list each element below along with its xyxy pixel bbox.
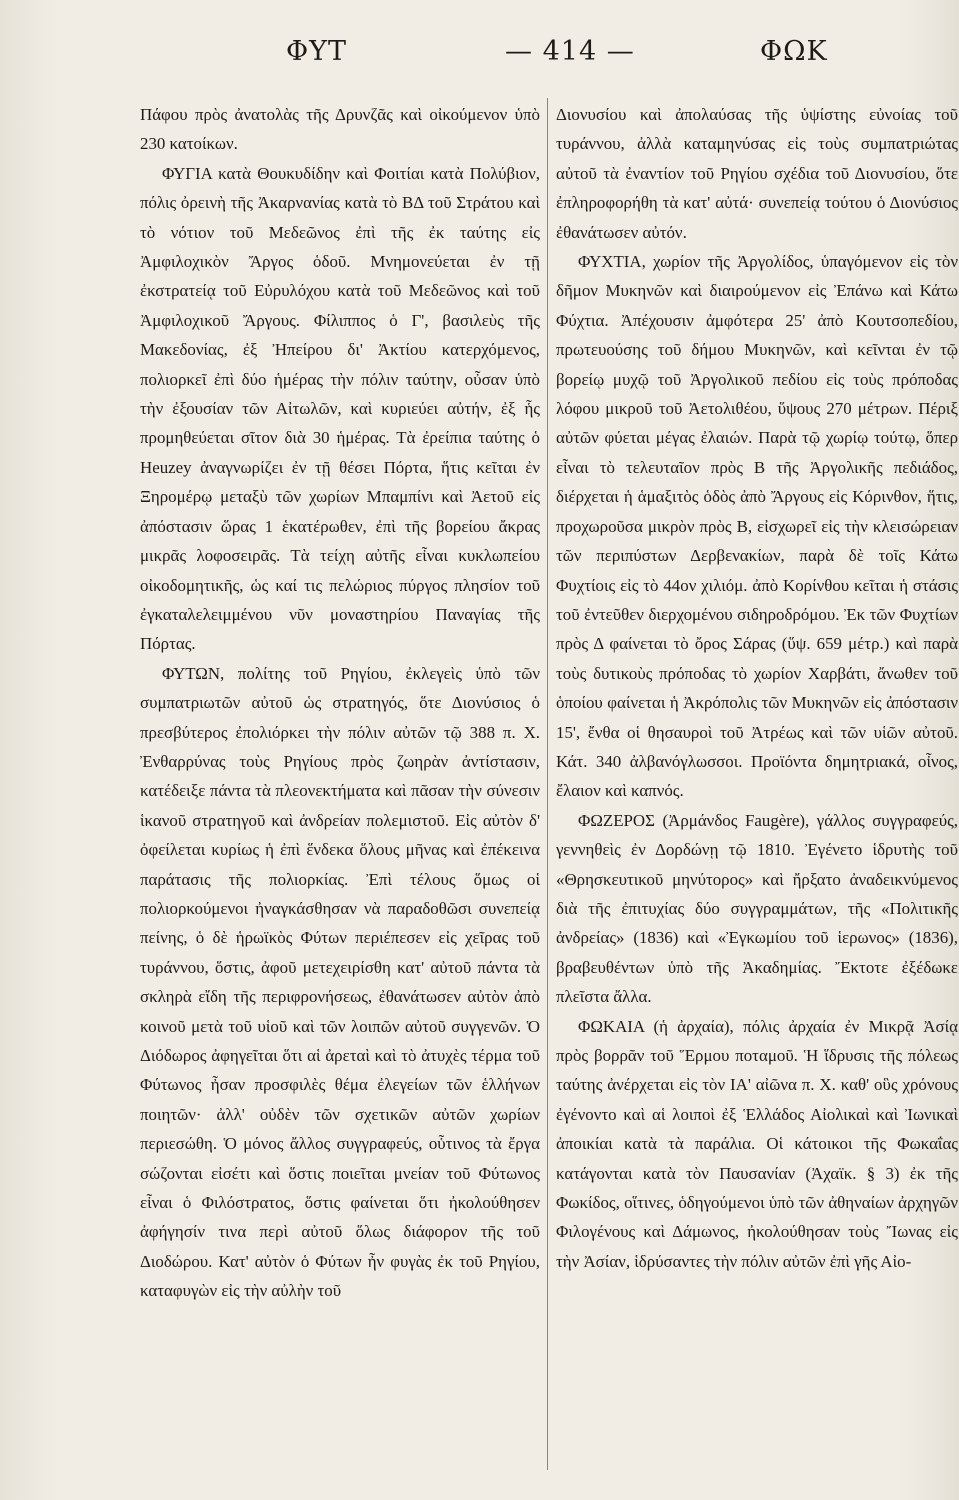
entry-fyton-continuation: Διονυσίου καὶ ἀπολαύσας τῆς ὑψίστης εὐνοίας τοῦ τυράννου, ἀλλὰ καταμηνύσας εἰς τοὺς συμπατριώτας αὐτοῦ τὰ ἐναντίον τοῦ Ρηγίου σχέδια τοῦ Διονυσίου, ὅτε ἐπληροφορήθη τὰ κατ' αὐτά· συνεπείᾳ τούτου ὁ Διονύσιος ἐθανάτωσεν αὐτόν. [556,105,958,242]
left-column [140,100,540,1306]
entry-fyton: ΦΥΤΩΝ, πολίτης τοῦ Ρηγίου, ἐκλεγεὶς ὑπὸ τῶν συμπατριωτῶν αὐτοῦ ὡς στρατηγός, ὅτε Διονύσιος ὁ πρεσβύτερος ἐπολιόρκει τὴν πόλιν αὐτῶν τῷ 388 π. Χ. Ἐνθαρρύνας τοὺς Ρηγίους πρὸς ζωηρὰν ἀντίστασιν, κατέδειξε πάντα τὰ πλεονεκτήματα καὶ πᾶσαν τὴν σύνεσιν ἱκανοῦ στρατηγοῦ καὶ ἀνδρείαν πολεμιστοῦ. Εἰς αὐτὸν δ' ὀφείλεται κυρίως ἡ ἐπὶ ἕνδεκα ὅλους μῆνας καὶ ἐπέκεινα παράτασις τῆς πολιορκίας. Ἐπὶ τέλους ὅμως οἱ πολιορκούμενοι ἠναγκάσθησαν νὰ παραδοθῶσι συνεπείᾳ πείνης, ὁ δὲ ἡρωϊκὸς Φύτων περιέπεσεν εἰς χεῖρας τοῦ τυράννου, ὅστις, ἀφοῦ μετεχειρίσθη κατ' αὐτοῦ πάντα τὰ σκληρὰ εἴδη τῆς περιφρονήσεως, ἐθανάτωσεν αὐτὸν ἀπὸ κοινοῦ μετὰ τοῦ υἱοῦ καὶ τῶν λοιπῶν αὐτοῦ συγγενῶν. Ὁ Διόδωρος ἀφηγεῖται ὅτι αἱ ἀρεταὶ καὶ τὸ ἀτυχὲς τέρμα τοῦ Φύτωνος ἦσαν προσφιλὲς θέμα ἐλεγείων τῶν ἑλλήνων ποιητῶν· ἀλλ' οὐδὲν τῶν σχετικῶν αὐτῶν χωρίων περιεσώθη. Ὁ μόνος ἄλλος συγγραφεύς, οὗτινος τὰ ἔργα σώζονται εἰσέτι καὶ ὅστις ποιεῖται μνείαν τοῦ Φύτωνος εἶναι ὁ Φιλόστρατος, ὅστις φαίνεται ὅτι ἠκολούθησεν ἀφήγησίν τινα περὶ αὐτοῦ ὅλως διάφορον τῆς τοῦ Διοδώρου. Κατ' αὐτὸν ὁ Φύτων ἦν φυγὰς ἐκ τοῦ Ρηγίου, καταφυγὼν εἰς τὴν αὐλὴν τοῦ [140,663,540,1301]
header-left-guideword: ΦΥΤ [286,36,347,67]
entry-fozeros: ΦΩΖΕΡΟΣ (Ἀρμάνδος Faugère), γάλλος συγγραφεύς, γεννηθεὶς ἐν Δορδώνῃ τῷ 1810. Ἐγένετο ἱδρυτὴς τοῦ «Θρησκευτικοῦ μηνύτορος» καὶ ἤρξατο ἀναδεικνύμενος διὰ τῆς ἐπιτυχίας δύο συγγραμμάτων, τῆς «Πολιτικῆς ἀνδρείας» (1836) καὶ «Ἐγκωμίου τοῦ ἱερωνος» (1836), βραβευθέντων ὑπὸ τῆς Ἀκαδημίας. Ἔκτοτε ἐξέδωκε πλεῖστα ἄλλα. [556,810,958,1007]
column-divider [547,98,548,1470]
entry-fychtia: ΦΥΧΤΙΑ, χωρίον τῆς Ἀργολίδος, ὑπαγόμενον εἰς τὸν δῆμον Μυκηνῶν καὶ διαιρούμενον εἰς Ἐπάνω καὶ Κάτω Φύχτια. Ἀπέχουσιν ἀμφότερα 25' ἀπὸ Κουτσοπεδίου, πρωτευούσης τοῦ δήμου Μυκηνῶν, καὶ κεῖνται ἐν τῷ βορείῳ μυχῷ τοῦ Ἀργολικοῦ πεδίου εἰς τοὺς πρόποδας λόφου μικροῦ τοῦ Ἀετολιθέου, ὕψους 270 μέτρων. Πέριξ αὐτῶν φύεται μέγας ἐλαιών. Παρὰ τῷ χωρίῳ τούτῳ, ὅπερ εἶναι τὸ τελευταῖον πρὸς Β τῆς Ἀργολικῆς πεδιάδος, διέρχεται ἡ ἁμαξιτὸς ὁδὸς ἀπὸ Ἄργους εἰς Κόρινθον, ἥτις, προχωροῦσα μικρὸν πρὸς Β, εἰσχωρεῖ εἰς τὴν κλεισώρειαν τῶν περιπύστων Δερβενακίων, παρὰ δὲ τοῖς Κάτω Φυχτίοις εἰς τὸ 44ον χιλιόμ. ἀπὸ Κορίνθου κεῖται ἡ στάσις τοῦ ἐντεῦθεν διερχομένου σιδηροδρόμου. Ἐκ τῶν Φυχτίων πρὸς Δ φαίνεται τὸ ὄρος Σάρας (ὕψ. 659 μέτρ.) καὶ παρὰ τοὺς δυτικοὺς πρόποδας τὸ χωρίον Χαρβάτι, ἄνωθεν τοῦ ὁποίου φαίνεται ἡ Ἀκρόπολις τῶν Μυκηνῶν εἰς ἀπόστασιν 15', ἔνθα οἱ θησαυροὶ τοῦ Ἀτρέως καὶ τῶν υἱῶν αὐτοῦ. Κάτ. 340 ἀλβανόγλωσσοι. Προϊόντα δημητριακά, οἶνος, ἔλαιον καὶ καπνός. [556,252,958,801]
entry-fygia: ΦΥΓΙΑ κατὰ Θουκυδίδην καὶ Φοιτίαι κατὰ Πολύβιον, πόλις ὀρεινὴ τῆς Ἀκαρνανίας κατὰ τὸ ΒΔ τοῦ Στράτου καὶ τὸ νότιον τοῦ Μεδεῶνος ἐπὶ τῆς ἐκ ταύτης εἰς Ἀμφιλοχικὸν Ἄργος ὁδοῦ. Μνημονεύεται ἐν τῇ ἐκστρατείᾳ τοῦ Εὐρυλόχου κατὰ τοῦ Μεδεῶνος καὶ τοῦ Ἀμφιλοχικοῦ Ἄργους. Φίλιππος ὁ Γ', βασιλεὺς τῆς Μακεδονίας, ἐξ Ἠπείρου δι' Ἀκτίου κατερχόμενος, πολιορκεῖ ἐπὶ δύο ἡμέρας τὴν πόλιν ταύτην, οὖσαν ὑπὸ τὴν ἐξουσίαν τῶν Αἰτωλῶν, καὶ κυριεύει αὐτήν, ἐξ ἧς προμηθεύεται σῖτον διὰ 30 ἡμέρας. Τὰ ἐρείπια ταύτης ὁ Heuzey ἀναγνωρίζει ἐν τῇ θέσει Πόρτα, ἥτις κεῖται ἐν Ξηρομέρῳ μεταξὺ τῶν χωρίων Μπαμπίνι καὶ Ἀετοῦ εἰς ἀπόστασιν ὥρας 1 ἑκατέρωθεν, ἐπὶ τῆς βορείου ἄκρας μικρᾶς λοφοσειρᾶς. Τὰ τείχη αὐτῆς εἶναι κυκλωπείου οἰκοδομητικῆς, ὡς καί τις πελώριος πύργος πλησίον τοῦ ἐγκαταλελειμμένου νῦν μοναστηρίου Παναγίας τῆς Πόρτας. [140,163,540,654]
entry-continuation: Πάφου πρὸς ἀνατολὰς τῆς Δρυνζᾶς καὶ οἰκούμενον ὑπὸ 230 κατοίκων. [140,105,540,154]
right-column [556,100,958,1276]
header-right-guideword: ΦΩΚ [760,36,828,67]
page-number: — 414 — [505,36,635,67]
entry-fokaia: ΦΩΚΑΙΑ (ἡ ἀρχαία), πόλις ἀρχαία ἐν Μικρᾷ Ἀσίᾳ πρὸς βορρᾶν τοῦ Ἕρμου ποταμοῦ. Ἡ ἵδρυσις τῆς πόλεως ταύτης ἀνέρχεται εἰς τὸν ΙΑ' αἰῶνα π. Χ. καθ' οὓς χρόνους ἐγένοντο καὶ αἱ λοιποὶ ἐξ Ἑλλάδος Αἰολικαὶ καὶ Ἰωνικαὶ ἀποικίαι κατὰ τὰ παράλια. Οἱ κάτοικοι τῆς Φωκαΐας κατάγονται κατὰ τὸν Παυσανίαν (Ἀχαϊκ. § 3) ἐκ τῆς Φωκίδος, οἵτινες, ὁδηγούμενοι ὑπὸ τῶν ἀθηναίων ἀρχηγῶν Φιλογένους καὶ Δάμωνος, ἠκολούθησαν τοὺς Ἴωνας εἰς τὴν Ἀσίαν, ἱδρύσαντες τὴν πόλιν αὐτῶν ἐπὶ γῆς Αἰο- [556,1016,958,1271]
page-header [0,36,959,76]
